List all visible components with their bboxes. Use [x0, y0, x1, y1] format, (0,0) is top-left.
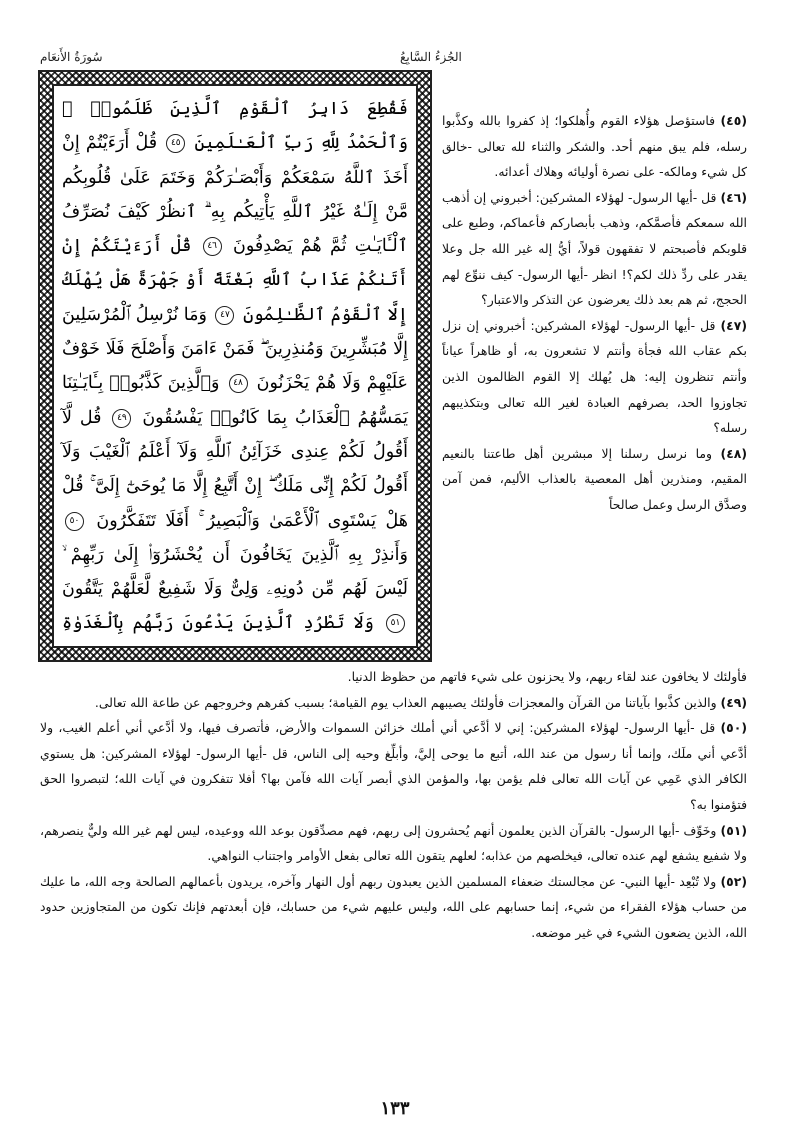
- surah-header: سُورَةُ الأَنعَام: [40, 50, 103, 64]
- tafsir-paragraph: [40, 690, 747, 716]
- aya-number-mark: ٤٦: [203, 237, 222, 256]
- tafsir-paragraph: [40, 664, 747, 690]
- aya-number: (٥٢): [720, 873, 747, 889]
- aya-number-mark: ٤٩: [112, 409, 131, 428]
- tafsir-paragraph: [40, 715, 747, 817]
- juz-header: الجُزءُ السَّابِعُ: [400, 50, 462, 64]
- aya-46-text: قُلْ أَرَءَيْتُمْ إِنْ أَخَذَ ٱللَّهُ سَمْعَكُمْ وَأَبْصَـٰرَكُمْ وَخَتَمَ عَلَىٰ قُلُوبِكُم مَّنْ إِلَـٰهٌ غَيْرُ ٱللَّهِ يَأْتِيكُم بِهِ ۗ ٱنظُرْ كَيْفَ نُصَرِّفُ ٱلْـَٔايَـٰتِ ثُمَّ هُمْ يَصْدِفُونَ: [62, 133, 408, 257]
- tafsir-text: قل -أيها الرسول- لهؤلاء المشركين: أخبروني إن أذهب الله سمعكم فأصمَّكم، وذهب بأبصاركم فأعماكم، وطبع على قلوبكم فأصبحتم لا تفقهون قولاً، أيُّ إله غير الله جل وعلا يقدر على ردِّ ذلك لكم؟! انظر -أيها الرسول- كيف ننوِّع لهم الحجج، ثم هم بعد ذلك يعرضون عن التذكر والاعتبار؟: [442, 189, 747, 308]
- aya-number-mark: ٥١: [386, 614, 405, 633]
- tafsir-paragraph: [40, 818, 747, 869]
- page-number: ١٣٣: [380, 1098, 410, 1119]
- tafsir-text: وما نرسل رسلنا إلا مبشرين أهل طاعتنا بالنعيم المقيم، ومنذرين أهل المعصية بالعذاب الأليم، فمن آمن وصدَّق الرسل وعمل صالحاً: [442, 445, 747, 512]
- tafsir-paragraph: [442, 185, 747, 313]
- quran-text-box: [52, 84, 418, 648]
- aya-number: (٥١): [720, 822, 747, 838]
- tafsir-text: قل -أيها الرسول- لهؤلاء المشركين: إني لا أدَّعي أني أملك خزائن السموات والأرض، فأتصرف فيها، ولا أدَّعي أني أعلم الغيب، ولا أدَّعي أني ملَك، وإنما أنا رسول من عند الله، أتبع ما يوحى إليَّ، وأبلِّغ وحيه إلى الناس، قل -أيها الرسول- لهؤلاء المشركين: هل يستوي الكافر الذي عَمِي عن آيات الله تعالى فلم يؤمن بها، والمؤمن الذي أبصر آيات الله فآمن بها؟ أفلا تتفكرون في آيات الله؛ لتبصروا الحق فتؤمنوا به؟: [40, 720, 747, 812]
- quran-ornamental-frame: [38, 70, 432, 662]
- tafsir-side-column: [442, 108, 747, 668]
- tafsir-text: فاستؤصل هؤلاء القوم وأُهلكوا؛ إذ كفروا بالله وكذَّبوا رسله، فلم يبق منهم أحد. والشكر والثناء لله تعالى -خالق كل شيء ومالكه- على نصرة أوليائه وهلاك أعدائه.: [442, 113, 747, 180]
- aya-number: (٤٨): [720, 445, 747, 461]
- aya-47-text: قُلْ أَرَءَيْتَكُمْ إِنْ أَتَىٰكُمْ عَذَابُ ٱللَّهِ بَغْتَةً أَوْ جَهْرَةً هَلْ يُهْلَكُ إِلَّا ٱلْقَوْمُ ٱلظَّـٰلِمُونَ: [62, 236, 408, 325]
- tafsir-text: قل -أيها الرسول- لهؤلاء المشركين: أخبروني إن نزل بكم عقاب الله فجأة وأنتم لا تشعرون به، أو ظاهراً عياناً وأنتم تنظرون إليه: هل يُهلك إلا القوم الظالمون الذين تجاوزوا الحد، بصرفهم العبادة لغير الله تعالى وبتكذيبهم رسله؟: [442, 317, 747, 436]
- tafsir-paragraph: [442, 108, 747, 185]
- aya-number: (٤٩): [720, 694, 747, 710]
- aya-45-text: فَقُطِعَ دَابِرُ ٱلْقَوْمِ ٱلَّذِينَ ظَلَمُوا۟ ۚ وَٱلْحَمْدُ لِلَّهِ رَبِّ ٱلْعَـٰلَمِينَ: [62, 99, 408, 154]
- aya-51-text: وَأَنذِرْ بِهِ ٱلَّذِينَ يَخَافُونَ أَن يُحْشَرُوٓا۟ إِلَىٰ رَبِّهِمْ ۙ لَيْسَ لَهُم مِّن دُونِهِۦ وَلِىٌّ وَلَا شَفِيعٌ لَّعَلَّهُمْ يَتَّقُونَ: [62, 544, 408, 600]
- aya-number: (٤٧): [720, 317, 747, 333]
- aya-number: (٥٠): [720, 720, 747, 736]
- aya-number: (٤٦): [720, 189, 747, 205]
- aya-number: (٤٥): [720, 113, 747, 128]
- tafsir-paragraph: [40, 869, 747, 946]
- tafsir-text: ولا تُبْعِد -أيها النبي- عن مجالستك ضعفاء المسلمين الذين يعبدون ربهم أول النهار وآخره، يريدون بأعمالهم الصالحة وجه الله، ما عليك من حساب هؤلاء الفقراء من شيء، إنما حسابهم على الله، وليس عليهم شيء من حسابك، فإن أبعدتهم فإنك تكون من المتجاوزين حدود الله، الذين يضعون الشيء في غير موضعه.: [40, 873, 747, 940]
- aya-49-text: وَٱلَّذِينَ كَذَّبُوا۟ بِـَٔايَـٰتِنَا يَمَسُّهُمُ ٱلْعَذَابُ بِمَا كَانُوا۟ يَفْسُقُونَ: [62, 373, 408, 428]
- tafsir-full-width: [40, 664, 747, 1064]
- aya-50-text: قُل لَّآ أَقُولُ لَكُمْ عِندِى خَزَآئِنُ ٱللَّهِ وَلَآ أَعْلَمُ ٱلْغَيْبَ وَلَآ أَقُولُ لَكُمْ إِنِّى مَلَكٌ ۖ إِنْ أَتَّبِعُ إِلَّا مَا يُوحَىٰٓ إِلَىَّ ۚ قُلْ هَلْ يَسْتَوِى ٱلْأَعْمَىٰ وَٱلْبَصِيرُ ۚ أَفَلَا تَتَفَكَّرُونَ: [62, 407, 408, 531]
- aya-number-mark: ٤٨: [229, 374, 248, 393]
- tafsir-text: وخَوِّف -أيها الرسول- بالقرآن الذين يعلمون أنهم يُحشرون إلى ربهم، فهم مصدِّقون بوعد الله ووعيده، ليس لهم غير الله وليٌّ ينصرهم، ولا شفيع يشفع لهم عنده تعالى، فيخلصهم من عذابه؛ لعلهم يتقون الله تعالى بفعل الأوامر واجتناب النواهي.: [40, 822, 747, 864]
- tafsir-text: والذين كذَّبوا بآياتنا من القرآن والمعجزات فأولئك يصيبهم العذاب يوم القيامة؛ بسبب كفرهم وخروجهم عن طاعة الله تعالى.: [94, 694, 717, 710]
- quran-text: [62, 92, 408, 648]
- tafsir-paragraph: [442, 313, 747, 441]
- tafsir-paragraph: [442, 441, 747, 518]
- tafsir-text: فأولئك لا يخافون عند لقاء ربهم، ولا يحزنون على شيء فاتهم من حظوظ الدنيا.: [347, 669, 747, 684]
- aya-52-text: وَلَا تَطْرُدِ ٱلَّذِينَ يَدْعُونَ رَبَّهُم بِٱلْغَدَوٰةِ: [62, 613, 374, 634]
- aya-number-mark: ٤٧: [215, 306, 234, 325]
- aya-48-text: وَمَا نُرْسِلُ ٱلْمُرْسَلِينَ إِلَّا مُبَشِّرِينَ وَمُنذِرِينَ ۖ فَمَنْ ءَامَنَ وَأَصْلَحَ فَلَا خَوْفٌ عَلَيْهِمْ وَلَا هُمْ يَحْزَنُونَ: [62, 304, 408, 394]
- aya-number-mark: ٥٠: [65, 512, 84, 531]
- aya-number-mark: ٤٥: [166, 134, 185, 153]
